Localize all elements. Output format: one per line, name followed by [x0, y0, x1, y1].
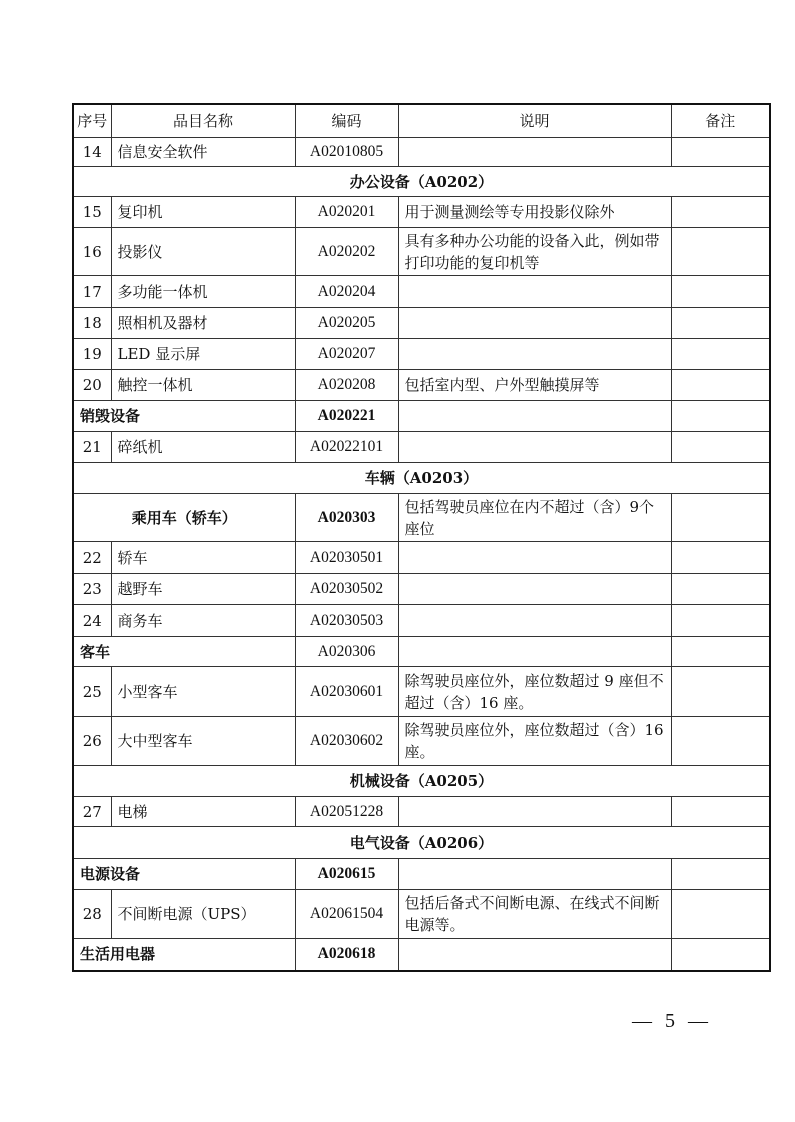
- table-row: [73, 370, 770, 401]
- group-remarks: [671, 637, 770, 667]
- group-name: 电源设备: [73, 859, 295, 890]
- item-description: [398, 797, 671, 827]
- item-code: A02030502: [295, 574, 398, 605]
- item-name: 触控一体机: [111, 370, 295, 401]
- row-number: 19: [73, 339, 111, 370]
- item-remarks: [671, 890, 770, 939]
- group-remarks: [671, 401, 770, 432]
- table-row: [73, 574, 770, 605]
- group-description: [398, 859, 671, 890]
- table-row: [73, 890, 770, 939]
- item-name: 信息安全软件: [111, 138, 295, 167]
- item-remarks: [671, 308, 770, 339]
- group-code: A020615: [295, 859, 398, 890]
- item-name: LED 显示屏: [111, 339, 295, 370]
- row-number: 21: [73, 432, 111, 463]
- item-name: 越野车: [111, 574, 295, 605]
- item-name: 照相机及器材: [111, 308, 295, 339]
- table-row: [73, 276, 770, 308]
- category-group-row: [73, 637, 770, 667]
- item-remarks: [671, 717, 770, 766]
- group-name: 客车: [73, 637, 295, 667]
- category-group-row: [73, 859, 770, 890]
- category-group-row: [73, 401, 770, 432]
- group-name: 销毁设备: [73, 401, 295, 432]
- item-description: [398, 339, 671, 370]
- item-name: 小型客车: [111, 667, 295, 717]
- section-header-row: [73, 463, 770, 494]
- section-title: 机械设备（A0205）: [73, 766, 770, 797]
- item-name: 不间断电源（UPS）: [111, 890, 295, 939]
- group-code: A020306: [295, 637, 398, 667]
- group-description: [398, 637, 671, 667]
- item-remarks: [671, 138, 770, 167]
- item-remarks: [671, 605, 770, 637]
- item-remarks: [671, 339, 770, 370]
- item-remarks: [671, 197, 770, 228]
- table-row: [73, 138, 770, 167]
- item-description: [398, 542, 671, 574]
- row-number: 23: [73, 574, 111, 605]
- item-code: A02030503: [295, 605, 398, 637]
- table-row: [73, 797, 770, 827]
- group-name: 乘用车（轿车）: [73, 494, 295, 542]
- item-code: A02030602: [295, 717, 398, 766]
- row-number: 20: [73, 370, 111, 401]
- item-description: [398, 308, 671, 339]
- item-code: A020202: [295, 228, 398, 276]
- item-name: 碎纸机: [111, 432, 295, 463]
- item-name: 商务车: [111, 605, 295, 637]
- table-row: [73, 667, 770, 717]
- group-description: [398, 939, 671, 971]
- item-name: 投影仪: [111, 228, 295, 276]
- item-name: 电梯: [111, 797, 295, 827]
- row-number: 25: [73, 667, 111, 717]
- category-group-row: [73, 494, 770, 542]
- group-description: [398, 401, 671, 432]
- item-remarks: [671, 276, 770, 308]
- item-code: A020204: [295, 276, 398, 308]
- item-description: [398, 432, 671, 463]
- item-code: A020208: [295, 370, 398, 401]
- item-code: A020205: [295, 308, 398, 339]
- table-row: [73, 308, 770, 339]
- table-row: [73, 197, 770, 228]
- group-code: A020618: [295, 939, 398, 971]
- table-row: [73, 542, 770, 574]
- item-description: [398, 574, 671, 605]
- item-description: 包括室内型、户外型触摸屏等: [398, 370, 671, 401]
- header-code: 编码: [295, 104, 398, 138]
- item-description: 除驾驶员座位外，座位数超过 9 座但不超过（含）16 座。: [398, 667, 671, 717]
- row-number: 28: [73, 890, 111, 939]
- item-description: 用于测量测绘等专用投影仪除外: [398, 197, 671, 228]
- item-remarks: [671, 432, 770, 463]
- table-row: [73, 339, 770, 370]
- row-number: 22: [73, 542, 111, 574]
- row-number: 17: [73, 276, 111, 308]
- table-header-row: [73, 104, 770, 138]
- item-code: A02061504: [295, 890, 398, 939]
- row-number: 14: [73, 138, 111, 167]
- item-remarks: [671, 228, 770, 276]
- item-code: A020201: [295, 197, 398, 228]
- table-row: [73, 717, 770, 766]
- row-number: 24: [73, 605, 111, 637]
- row-number: 16: [73, 228, 111, 276]
- category-group-row: [73, 939, 770, 971]
- section-title: 车辆（A0203）: [73, 463, 770, 494]
- item-description: 包括后备式不间断电源、在线式不间断电源等。: [398, 890, 671, 939]
- item-remarks: [671, 542, 770, 574]
- table-row: [73, 228, 770, 276]
- group-code: A020303: [295, 494, 398, 542]
- item-code: A02022101: [295, 432, 398, 463]
- row-number: 27: [73, 797, 111, 827]
- header-number: 序号: [73, 104, 111, 138]
- group-name: 生活用电器: [73, 939, 295, 971]
- item-remarks: [671, 797, 770, 827]
- item-code: A020207: [295, 339, 398, 370]
- section-title: 办公设备（A0202）: [73, 167, 770, 197]
- table-row: [73, 432, 770, 463]
- procurement-catalog-table: [72, 103, 771, 972]
- row-number: 26: [73, 717, 111, 766]
- item-code: A02030601: [295, 667, 398, 717]
- table-row: [73, 605, 770, 637]
- group-description: 包括驾驶员座位在内不超过（含）9个座位: [398, 494, 671, 542]
- row-number: 18: [73, 308, 111, 339]
- item-description: [398, 138, 671, 167]
- item-remarks: [671, 370, 770, 401]
- header-description: 说明: [398, 104, 671, 138]
- item-description: [398, 605, 671, 637]
- item-code: A02051228: [295, 797, 398, 827]
- header-remarks: 备注: [671, 104, 770, 138]
- item-remarks: [671, 574, 770, 605]
- group-code: A020221: [295, 401, 398, 432]
- page-number: — 5 —: [632, 1010, 712, 1032]
- item-remarks: [671, 667, 770, 717]
- item-name: 大中型客车: [111, 717, 295, 766]
- group-remarks: [671, 859, 770, 890]
- item-code: A02030501: [295, 542, 398, 574]
- item-name: 复印机: [111, 197, 295, 228]
- item-description: [398, 276, 671, 308]
- section-title: 电气设备（A0206）: [73, 827, 770, 859]
- group-remarks: [671, 939, 770, 971]
- section-header-row: [73, 167, 770, 197]
- header-item-name: 品目名称: [111, 104, 295, 138]
- item-code: A02010805: [295, 138, 398, 167]
- section-header-row: [73, 827, 770, 859]
- row-number: 15: [73, 197, 111, 228]
- section-header-row: [73, 766, 770, 797]
- item-name: 多功能一体机: [111, 276, 295, 308]
- item-description: 除驾驶员座位外，座位数超过（含）16 座。: [398, 717, 671, 766]
- group-remarks: [671, 494, 770, 542]
- item-description: 具有多种办公功能的设备入此，例如带打印功能的复印机等: [398, 228, 671, 276]
- item-name: 轿车: [111, 542, 295, 574]
